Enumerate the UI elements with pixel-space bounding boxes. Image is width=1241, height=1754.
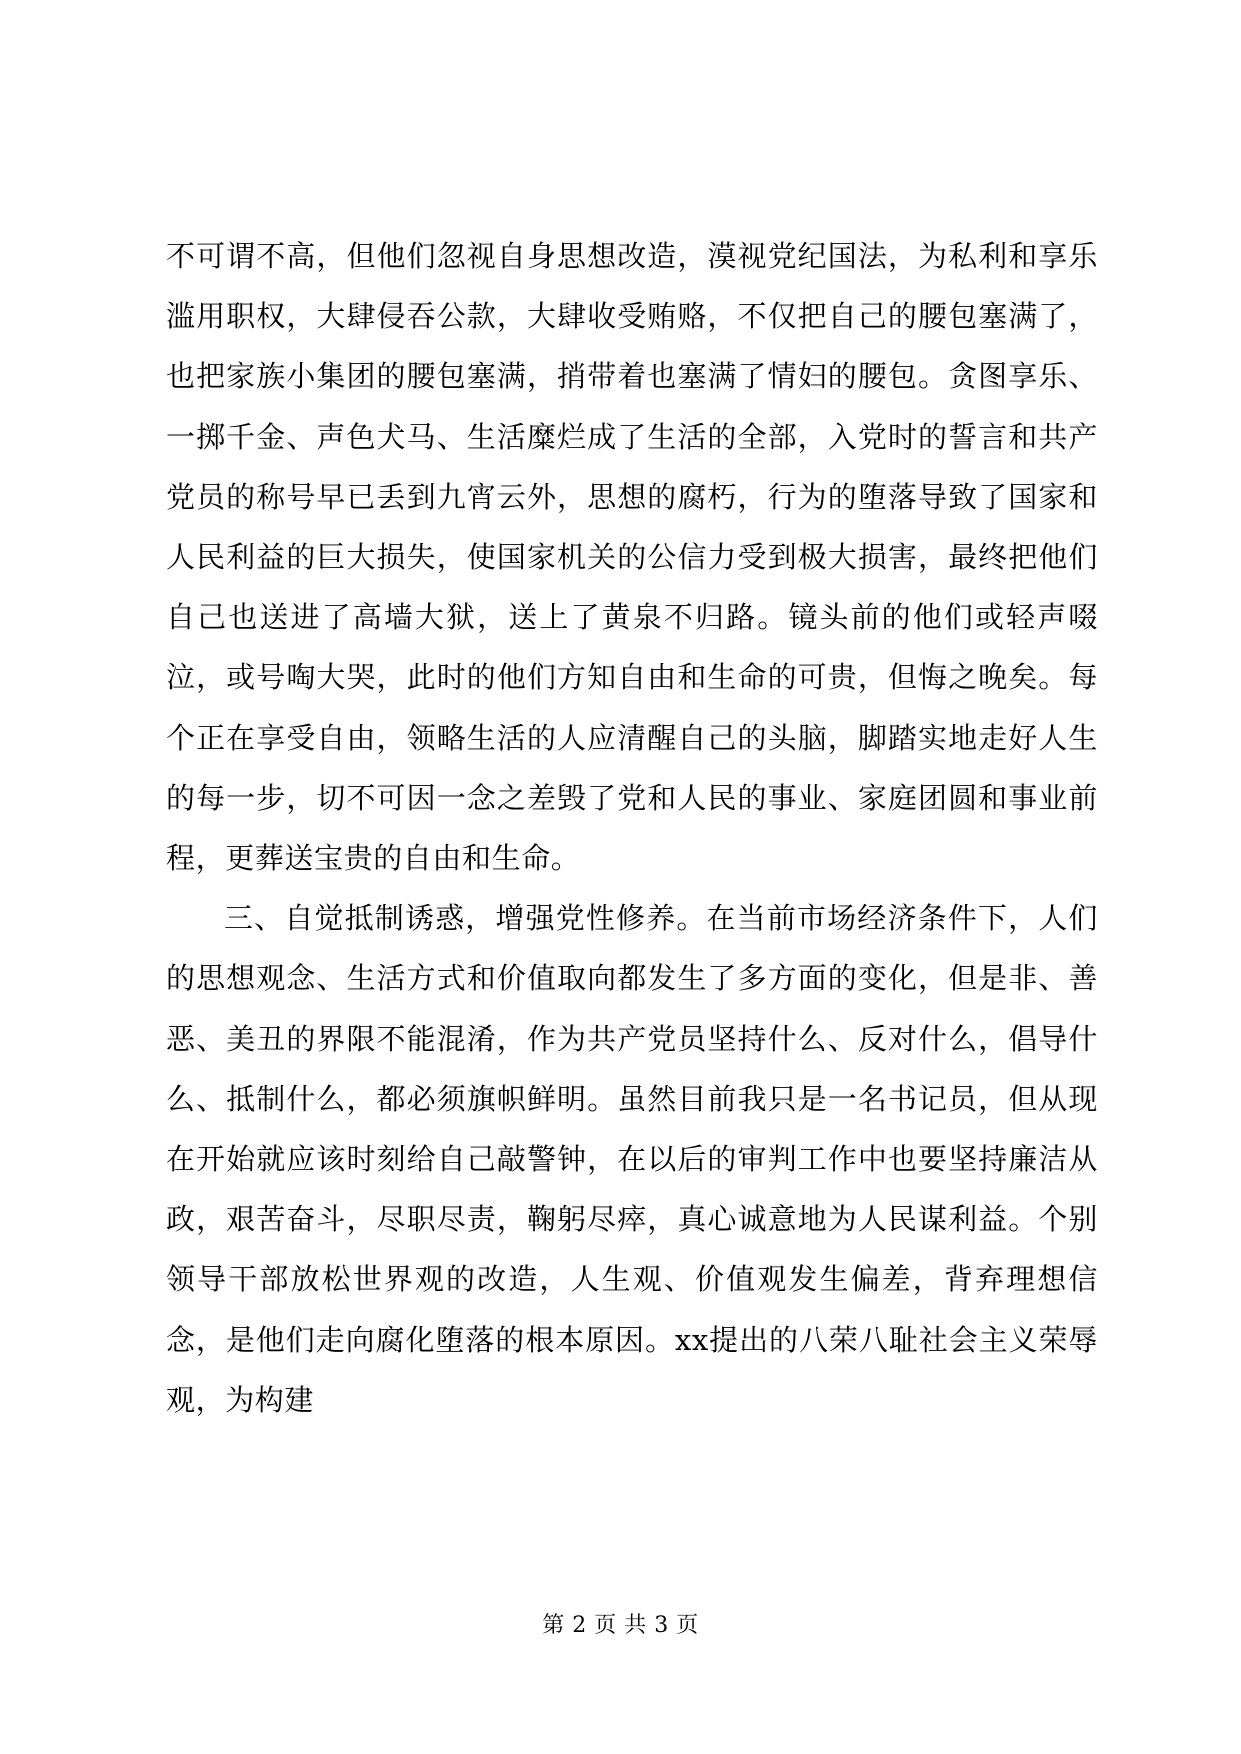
paragraph-continuation: 不可谓不高，但他们忽视自身思想改造，漠视党纪国法，为私利和享乐滥用职权，大肆侵吞公款，大肆收受贿赂，不仅把自己的腰包塞满了，也把家族小集团的腰包塞满，捎带着也塞满了情妇的腰包。贪图享乐、一掷千金、声色犬马、生活糜烂成了生活的全部，入党时的誓言和共产党员的称号早已丢到九宵云外，思想的腐朽，行为的堕落导致了国家和人民利益的巨大损失，使国家机关的公信力受到极大损害，最终把他们自己也送进了高墙大狱，送上了黄泉不归路。镜头前的他们或轻声啜泣，或号啕大哭，此时的他们方知自由和生命的可贵，但悔之晚矣。每个正在享受自由，领略生活的人应清醒自己的头脑，脚踏实地走好人生的每一步，切不可因一念之差毁了党和人民的事业、家庭团圆和事业前程，更葬送宝贵的自由和生命。 <box>166 239 1098 876</box>
page-number-footer: 第 2 页 共 3 页 <box>542 1613 699 1638</box>
paragraph-section-three: 三、自觉抵制诱惑，增强党性修养。在当前市场经济条件下，人们的思想观念、生活方式和价值取向都发生了多方面的变化，但是非、善恶、美丑的界限不能混淆，作为共产党员坚持什么、反对什么，倡导什么、抵制什么，都必须旗帜鲜明。虽然目前我只是一名书记员，但从现在开始就应该时刻给自己敲警钟，在以后的审判工作中也要坚持廉洁从政，艰苦奋斗，尽职尽责，鞠躬尽瘁，真心诚意地为人民谋利益。个别领导干部放松世界观的改造，人生观、价值观发生偏差，背弃理想信念，是他们走向腐化堕落的根本原因。xx提出的八荣八耻社会主义荣辱观，为构建 <box>166 901 1098 1417</box>
document-body <box>166 226 1098 1430</box>
